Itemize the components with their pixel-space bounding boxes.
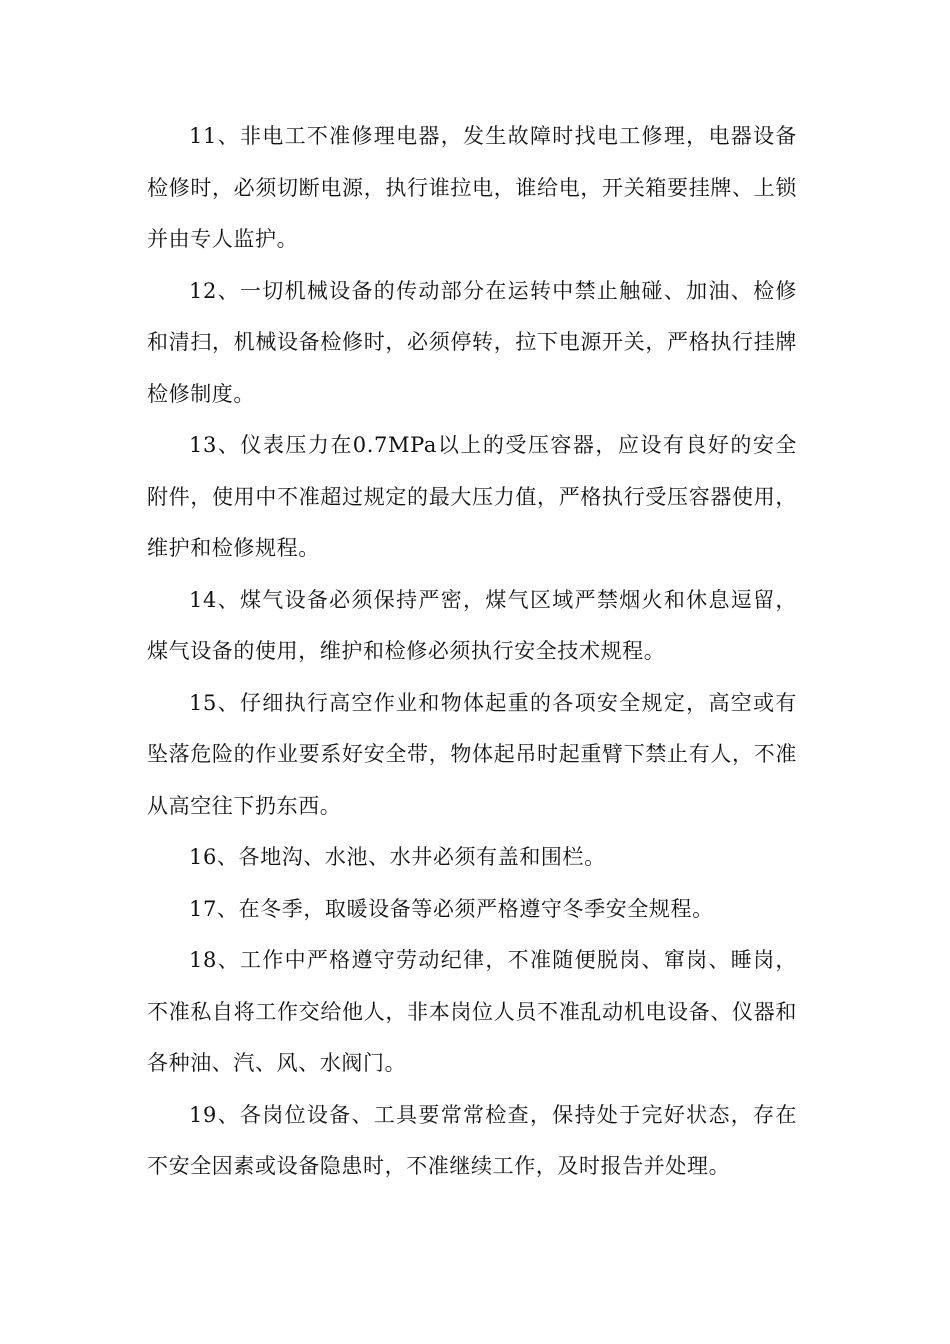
paragraph-17: 17、在冬季，取暖设备等必须严格遵守冬季安全规程。 [189,896,714,921]
paragraph-15: 15、仔细执行高空作业和物体起重的各项安全规定，高空或有坠落危险的作业要系好安全带，物体起吊时起重臂下禁止有人，不准从高空往下扔东西。 [147,690,797,818]
paragraph-18: 18、工作中严格遵守劳动纪律，不准随便脱岗、窜岗、睡岗，不准私自将工作交给他人，非本岗位人员不准乱动机电设备、仪器和各种油、汽、风、水阀门。 [147,948,797,1075]
paragraph-11: 11、非电工不准修理电器，发生故障时找电工修理，电器设备检修时，必须切断电源，执行谁拉电，谁给电，开关箱要挂牌、上锁并由专人监护。 [147,124,797,251]
document-body [147,111,797,1193]
paragraph-12: 12、一切机械设备的传动部分在运转中禁止触碰、加油、检修和清扫，机械设备检修时，必须停转，拉下电源开关，严格执行挂牌检修制度。 [147,278,797,406]
paragraph-13: 13、仪表压力在0.7MPa以上的受压容器，应设有良好的安全附件，使用中不准超过规定的最大压力值，严格执行受压容器使用，维护和检修规程。 [147,433,797,560]
paragraph-16: 16、各地沟、水池、水井必须有盖和围栏。 [189,845,606,869]
paragraph-19: 19、各岗位设备、工具要常常检查，保持处于完好状态，存在不安全因素或设备隐患时，不准继续工作，及时报告并处理。 [147,1102,797,1178]
paragraph-14: 14、煤气设备必须保持严密，煤气区域严禁烟火和休息逗留，煤气设备的使用，维护和检修必须执行安全技术规程。 [147,587,797,663]
